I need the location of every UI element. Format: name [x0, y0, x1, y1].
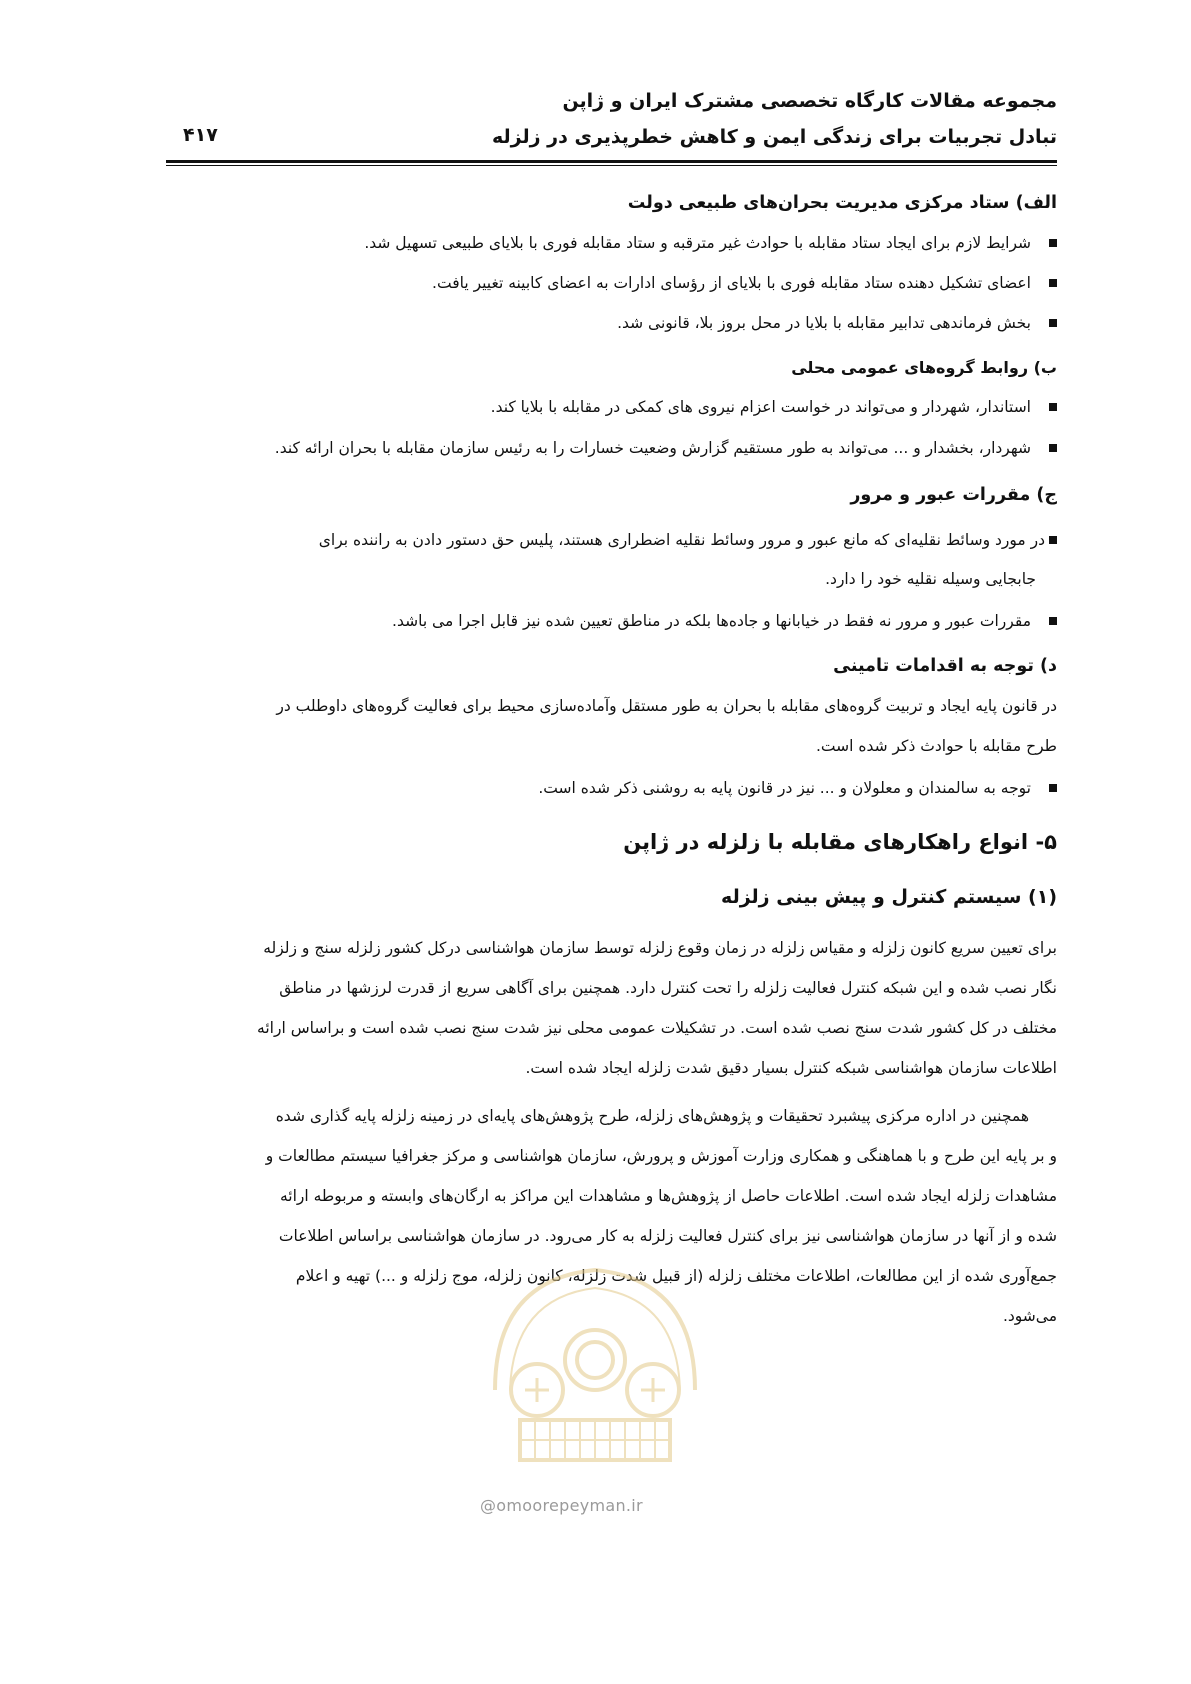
- watermark-seal-icon: [455, 1240, 735, 1480]
- bullet-icon: [1049, 319, 1057, 327]
- section-d-bullet: توجه به سالمندان و معلولان و ... نیز در قانون پایه به روشنی ذکر شده است.: [538, 778, 1057, 797]
- paragraph-line: نگار نصب شده و این شبکه کنترل فعالیت زلزله را تحت کنترل دارد. همچنین برای آگاهی سریع از قدرت لرزشها در مناطق: [279, 979, 1057, 997]
- section-a-bullet-3: بخش فرماندهی تدابیر مقابله با بلایا در محل بروز بلا، قانونی شد.: [617, 313, 1057, 332]
- bullet-icon: [1049, 536, 1057, 544]
- paragraph-line: اطلاعات سازمان هواشناسی شبکه کنترل بسیار دقیق شدت زلزله ایجاد شده است.: [525, 1059, 1057, 1077]
- section-d-para-line2: طرح مقابله با حوادث ذکر شده است.: [815, 737, 1057, 755]
- bullet-icon: [1049, 239, 1057, 247]
- section-c-bullet-2: مقررات عبور و مرور نه فقط در خیابانها و جاده‌ها بلکه در مناطق تعیین شده نیز قابل اجرا می باشد.: [392, 611, 1057, 630]
- page-number: ۴۱۷: [183, 124, 218, 146]
- bullet-icon: [1049, 279, 1057, 287]
- paragraph-line: برای تعیین سریع کانون زلزله و مقیاس زلزله در زمان وقوع زلزله توسط سازمان هواشناسی درکل کشور زلزله سنج و زلزله: [263, 939, 1057, 957]
- section-c-heading: ج) مقررات عبور و مرور: [850, 485, 1057, 505]
- section-b-heading: ب) روابط گروه‌های عمومی محلی: [791, 358, 1057, 377]
- paragraph-line: همچنین در اداره مرکزی پیشبرد تحقیقات و پژوهش‌های زلزله، طرح پژوهش‌های پایه‌ای در زمینه زلزله پایه گذاری شده: [275, 1107, 1029, 1125]
- header-title-line1: مجموعه مقالات کارگاه تخصصی مشترک ایران و ژاپن: [562, 90, 1057, 112]
- paragraph-line: مختلف در کل کشور شدت سنج نصب شده است. در تشکیلات عمومی محلی نیز شدت سنج نصب شده است و براساس ارائه: [257, 1019, 1057, 1037]
- header-title-line2: تبادل تجربیات برای زندگی ایمن و کاهش خطرپذیری در زلزله: [492, 126, 1057, 148]
- bullet-icon: [1049, 403, 1057, 411]
- section-d-heading: د) توجه به اقدامات تامینی: [833, 656, 1057, 676]
- paragraph-line: و بر پایه این طرح و با هماهنگی و همکاری وزارت آموزش و پرورش، سازمان هواشناسی و مرکز جغرافیا سیستم مطالعات و: [265, 1147, 1057, 1165]
- section-5-paragraph-1: [167, 928, 1057, 1088]
- section-a-heading: الف) ستاد مرکزی مدیریت بحران‌های طبیعی دولت: [627, 193, 1057, 213]
- paragraph-line: مشاهدات زلزله ایجاد شده است. اطلاعات حاصل از پژوهش‌ها و مشاهدات این مراکز به ارگان‌های وابسته و مربوطه ارائه: [279, 1187, 1057, 1205]
- section-b-bullet-2: شهردار، بخشدار و ... می‌تواند به طور مستقیم گزارش وضعیت خسارات را به رئیس سازمان مقابله با بحران ارائه کند.: [275, 438, 1057, 457]
- section-5-subheading: (۱) سیستم کنترل و پیش بینی زلزله: [721, 886, 1057, 908]
- section-d-para-line1: در قانون پایه ایجاد و تربیت گروه‌های مقابله با بحران به طور مستقل وآماده‌سازی محیط برای فعالیت گروه‌های داوطلب در: [276, 697, 1057, 715]
- bullet-icon: [1049, 444, 1057, 452]
- section-a-bullet-2: اعضای تشکیل دهنده ستاد مقابله فوری با بلایای از رؤسای ادارات به اعضای کابینه تغییر یافت.: [432, 273, 1057, 292]
- bullet-icon: [1049, 617, 1057, 625]
- watermark-url: @omoorepeyman.ir: [480, 1496, 643, 1515]
- paragraph-line: می‌شود.: [1002, 1307, 1057, 1325]
- section-5-heading: ۵- انواع راهکارهای مقابله با زلزله در ژاپن: [623, 830, 1057, 854]
- section-c-bullet-1: در مورد وسائط نقلیه‌ای که مانع عبور و مرور وسائط نقلیه اضطراری هستند، پلیس حق دستور دادن به راننده برای: [319, 530, 1057, 549]
- paragraph-line: شده و از آنها در سازمان هواشناسی نیز برای کنترل فعالیت زلزله به کار می‌رود. در سازمان هواشناسی براساس اطلاعات: [278, 1227, 1057, 1245]
- section-a-bullet-1: شرایط لازم برای ایجاد ستاد مقابله با حوادث غیر مترقبه و ستاد مقابله فوری با بلایای طبیعی تسهیل شد.: [364, 233, 1057, 252]
- section-c-bullet-1-cont: جابجایی وسیله نقلیه خود را دارد.: [825, 570, 1036, 588]
- header-rule-thick: [166, 160, 1057, 163]
- header-rule-thin: [166, 165, 1057, 166]
- section-b-bullet-1: استاندار، شهردار و می‌تواند در خواست اعزام نیروی های کمکی در مقابله با بلایا کند.: [491, 397, 1057, 416]
- bullet-icon: [1049, 784, 1057, 792]
- paragraph-line: جمع‌آوری شده از این مطالعات، اطلاعات مختلف زلزله (از قبیل شدت زلزله، کانون زلزله، موج زلزله و ...) تهیه و اعلام: [295, 1267, 1057, 1285]
